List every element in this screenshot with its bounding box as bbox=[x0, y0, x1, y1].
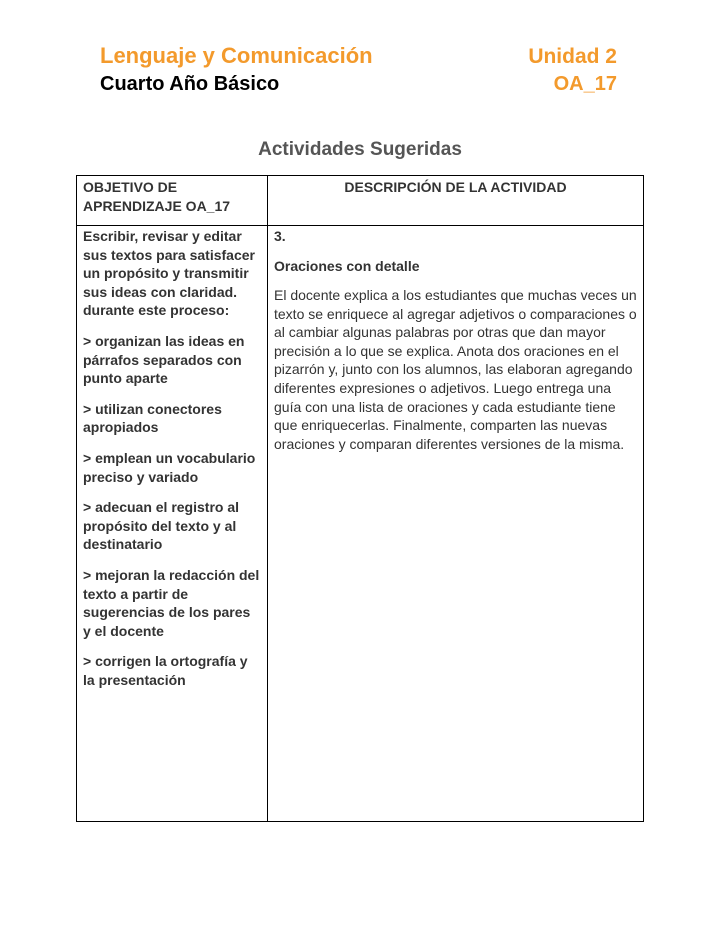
description-cell bbox=[268, 226, 643, 821]
grade-label: Cuarto Año Básico bbox=[100, 73, 280, 95]
objective-statement: Escribir, revisar y editar sus textos para satisfacer un propósito y transmitir sus ideas con claridad. durante este proceso: bbox=[83, 228, 255, 319]
section-title: Actividades Sugeridas bbox=[258, 139, 462, 160]
objective-item: > utilizan conectores apropiados bbox=[83, 400, 222, 436]
page-header bbox=[100, 42, 620, 97]
activity-description: El docente explica a los estudiantes que muchas veces un texto se enriquece al agregar adjetivos o comparaciones o al cambiar algunas palabras por otras que dan mayor precisión a lo que se explica. Anota dos oraciones en el pizarrón y, junto con los alumnos, las elaboran agregando diferentes expresiones o adjetivos. Luego entrega una guía con una lista de oraciones y cada estudiante tiene que enriquecerlas. Finalmente, comparten las nuevas oraciones y comparan diferentes versiones de la misma. bbox=[274, 287, 637, 452]
activity-number: 3. bbox=[274, 228, 286, 244]
objective-item: > organizan las ideas en párrafos separados con punto aparte bbox=[83, 332, 245, 387]
header-row-top bbox=[100, 42, 620, 71]
objective-item: > corrigen la ortografía y la presentación bbox=[83, 653, 248, 688]
objective-item: > adecuan el registro al propósito del texto y al destinatario bbox=[83, 499, 240, 553]
unit-label: Unidad 2 bbox=[528, 45, 617, 68]
activity-title: Oraciones con detalle bbox=[274, 258, 420, 274]
objective-item: > emplean un vocabulario preciso y variado bbox=[83, 449, 256, 485]
objective-cell bbox=[77, 226, 268, 821]
objective-column-header: OBJETIVO DE APRENDIZAJE OA_17 bbox=[77, 176, 268, 226]
objective-item: > mejoran la redacción del texto a partir de sugerencias de los pares y el docente bbox=[83, 566, 260, 639]
oa-code-label: OA_17 bbox=[553, 73, 617, 95]
description-column-header: DESCRIPCIÓN DE LA ACTIVIDAD bbox=[268, 176, 643, 226]
subject-title: Lenguaje y Comunicación bbox=[100, 43, 373, 68]
header-row-bottom bbox=[100, 71, 620, 97]
activity-table bbox=[76, 175, 644, 822]
